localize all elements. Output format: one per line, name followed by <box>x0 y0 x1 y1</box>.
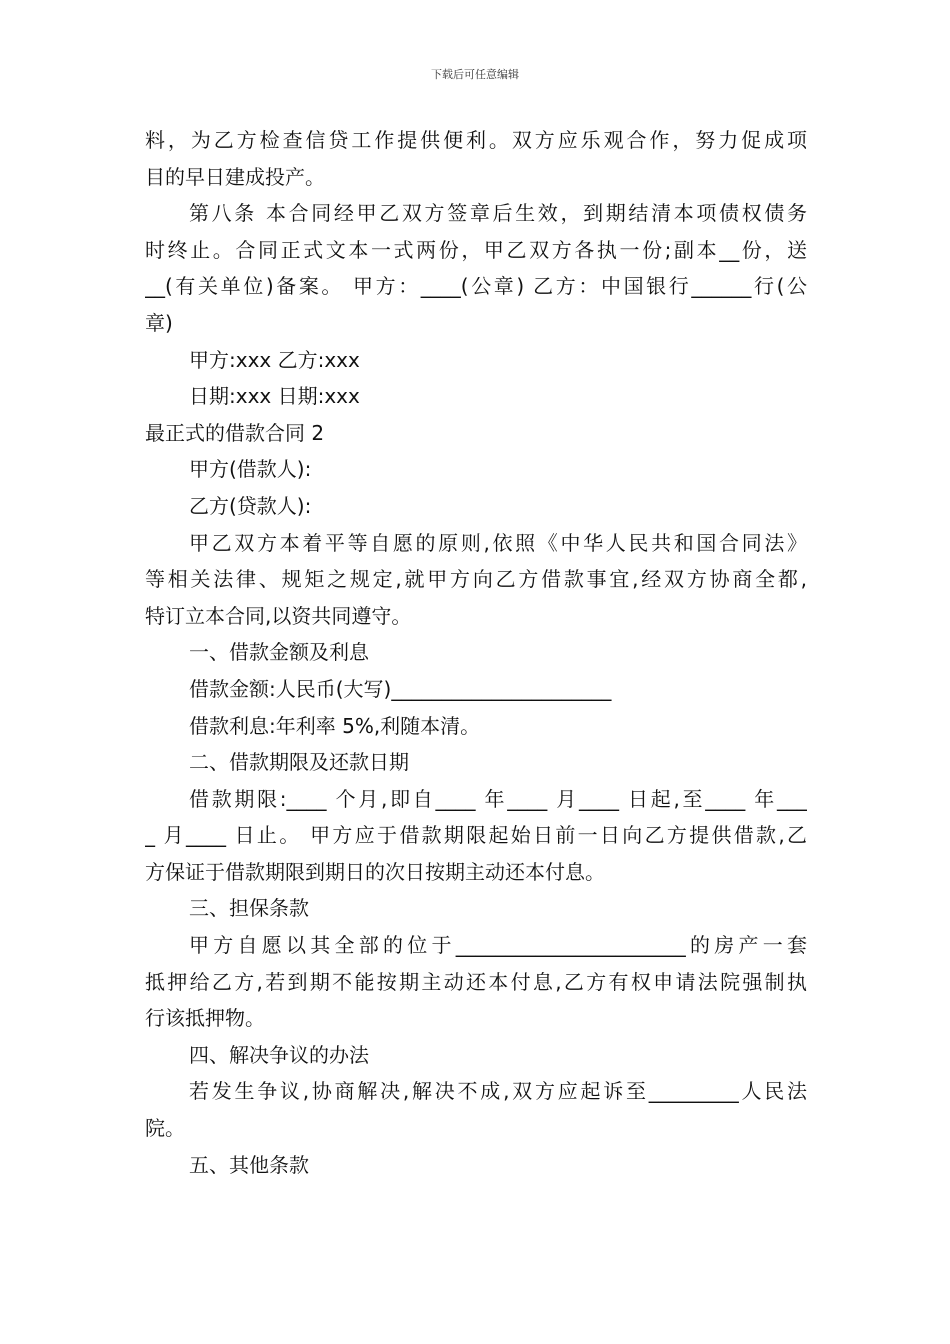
text-line: 章) <box>145 310 173 335</box>
text-line: 甲方(借款人): <box>189 457 312 482</box>
text-line: 甲方自愿以其全部的位于_______________________的房产一套 <box>189 933 807 958</box>
text-line: 借款利息:年利率 5%,利随本清。 <box>189 713 481 738</box>
text-line: 方保证于借款期限到期日的次日按期主动还本付息。 <box>145 859 605 884</box>
text-line: 时终止。合同正式文本一式两份，甲乙双方各执一份;副本__份，送 <box>145 237 807 262</box>
page-header: 下载后可任意编辑 <box>431 68 519 81</box>
text-line: 乙方(贷款人): <box>189 493 312 518</box>
text-line: __(有关单位)备案。 甲方：____(公章) 乙方：中国银行______行(公 <box>145 274 807 299</box>
text-line: 五、其他条款 <box>189 1152 309 1177</box>
text-line: 二、借款期限及还款日期 <box>189 750 409 775</box>
text-line: 料，为乙方检查信贷工作提供便利。双方应乐观合作，努力促成项 <box>145 128 807 152</box>
text-line: 最正式的借款合同 2 <box>145 420 325 445</box>
text-line: 目的早日建成投产。 <box>145 164 325 189</box>
text-line: 若发生争议,协商解决,解决不成,双方应起诉至_________人民法 <box>189 1079 807 1104</box>
text-line: 甲乙双方本着平等自愿的原则,依照《中华人民共和国合同法》 <box>189 530 807 555</box>
text-line: 三、担保条款 <box>189 896 309 921</box>
text-line: 院。 <box>145 1116 185 1141</box>
text-line: 借款期限:____ 个月,即自____ 年____ 月____ 日起,至____ 年___ <box>189 786 807 811</box>
text-line: _ 月____ 日止。 甲方应于借款期限起始日前一日向乙方提供借款,乙 <box>145 823 807 848</box>
text-line: 借款金额:人民币(大写)______________________ <box>189 676 612 701</box>
text-line: 第八条 本合同经甲乙双方签章后生效，到期结清本项债权债务 <box>189 201 807 226</box>
text-line: 一、借款金额及利息 <box>189 640 369 665</box>
text-line: 抵押给乙方,若到期不能按期主动还本付息,乙方有权申请法院强制执 <box>145 969 807 994</box>
text-line: 特订立本合同,以资共同遵守。 <box>145 603 412 628</box>
text-line: 甲方:xxx 乙方:xxx <box>189 347 360 372</box>
text-line: 等相关法律、规矩之规定,就甲方向乙方借款事宜,经双方协商全都, <box>145 567 807 592</box>
document-body <box>145 122 807 1183</box>
text-line: 日期:xxx 日期:xxx <box>189 384 360 409</box>
text-line: 四、解决争议的办法 <box>189 1042 369 1067</box>
text-line: 行该抵押物。 <box>145 1006 265 1031</box>
